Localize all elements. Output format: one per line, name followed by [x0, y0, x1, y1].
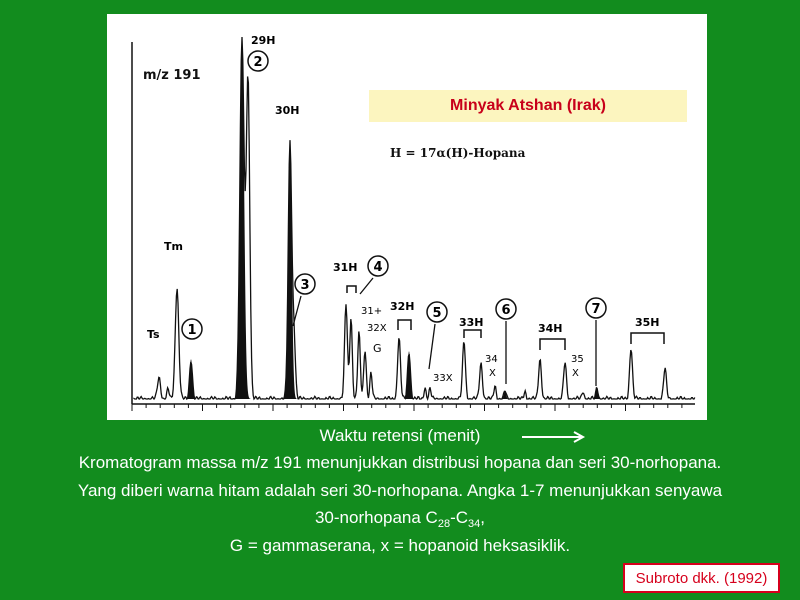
chart-title: Minyak Atshan (Irak)	[369, 90, 687, 122]
legend-note: H = 17α(H)-Hopana	[390, 146, 526, 160]
peak-label-30h: 30H	[275, 104, 300, 117]
caption-line-1: Kromatogram massa m/z 191 menunjukkan distribusi hopana dan seri 30-norhopana.	[78, 453, 722, 472]
caption-line-4: G = gammaserana, x = hopanoid heksasiklik.	[229, 536, 571, 555]
circled-number-7	[586, 298, 606, 386]
bracket-32h	[398, 320, 411, 330]
svg-text:3: 3	[300, 278, 310, 293]
bracket-31h	[347, 286, 356, 293]
peak-label-34h: 34H	[538, 322, 563, 335]
svg-text:7: 7	[591, 302, 601, 317]
svg-text:5: 5	[432, 306, 442, 321]
peak-label-ts: Ts	[147, 328, 160, 341]
y-axis-label: m/z 191	[143, 68, 201, 83]
circled-number-1	[182, 319, 202, 339]
peak-label-tm: Tm	[164, 240, 183, 253]
svg-text:2: 2	[253, 55, 263, 70]
peak-label-32h: 32H	[390, 300, 415, 313]
chromatogram-panel	[107, 14, 707, 420]
svg-text:4: 4	[373, 260, 383, 275]
circled-number-6	[496, 299, 516, 384]
peak-label-34: 34	[485, 354, 498, 365]
peak-label-35h: 35H	[635, 316, 660, 329]
bracket-34h	[540, 339, 565, 350]
arrow-right-icon	[522, 430, 586, 444]
peak-label-35: 35	[571, 354, 584, 365]
citation-box: Subroto dkk. (1992)	[623, 563, 780, 593]
peak-label-31-plus: 31+	[361, 306, 383, 317]
circled-number-3	[293, 274, 315, 326]
peak-label-33x: 33X	[433, 373, 453, 384]
caption-line-2: Yang diberi warna hitam adalah seri 30-norhopana. Angka 1-7 menunjukkan senyawa	[77, 481, 723, 500]
caption-line-3: 30-norhopana $C_{28}-C_{34}$,	[314, 508, 486, 530]
norhopane-peak-6	[593, 387, 602, 399]
peak-label-g: G	[373, 342, 382, 355]
peak-label-35x: X	[572, 368, 579, 379]
norhopane-peak-1	[185, 359, 197, 399]
circled-number-5	[427, 302, 447, 369]
norhopane-peak-4	[403, 351, 415, 399]
peak-label-31h: 31H	[333, 261, 358, 274]
x-axis-caption: Waktu retensi (menit)	[319, 426, 481, 445]
peak-label-29h: 29H	[251, 34, 276, 47]
peak-label-34x: X	[489, 368, 496, 379]
peak-label-32x: 32X	[367, 323, 387, 334]
svg-text:1: 1	[187, 323, 197, 338]
x-axis-ticks	[132, 404, 682, 411]
svg-text:6: 6	[501, 303, 511, 318]
peak-label-33h: 33H	[459, 316, 484, 329]
circled-number-2	[248, 51, 268, 71]
circled-number-4	[360, 256, 388, 294]
bracket-33h	[464, 330, 481, 338]
bracket-35h	[631, 333, 664, 344]
